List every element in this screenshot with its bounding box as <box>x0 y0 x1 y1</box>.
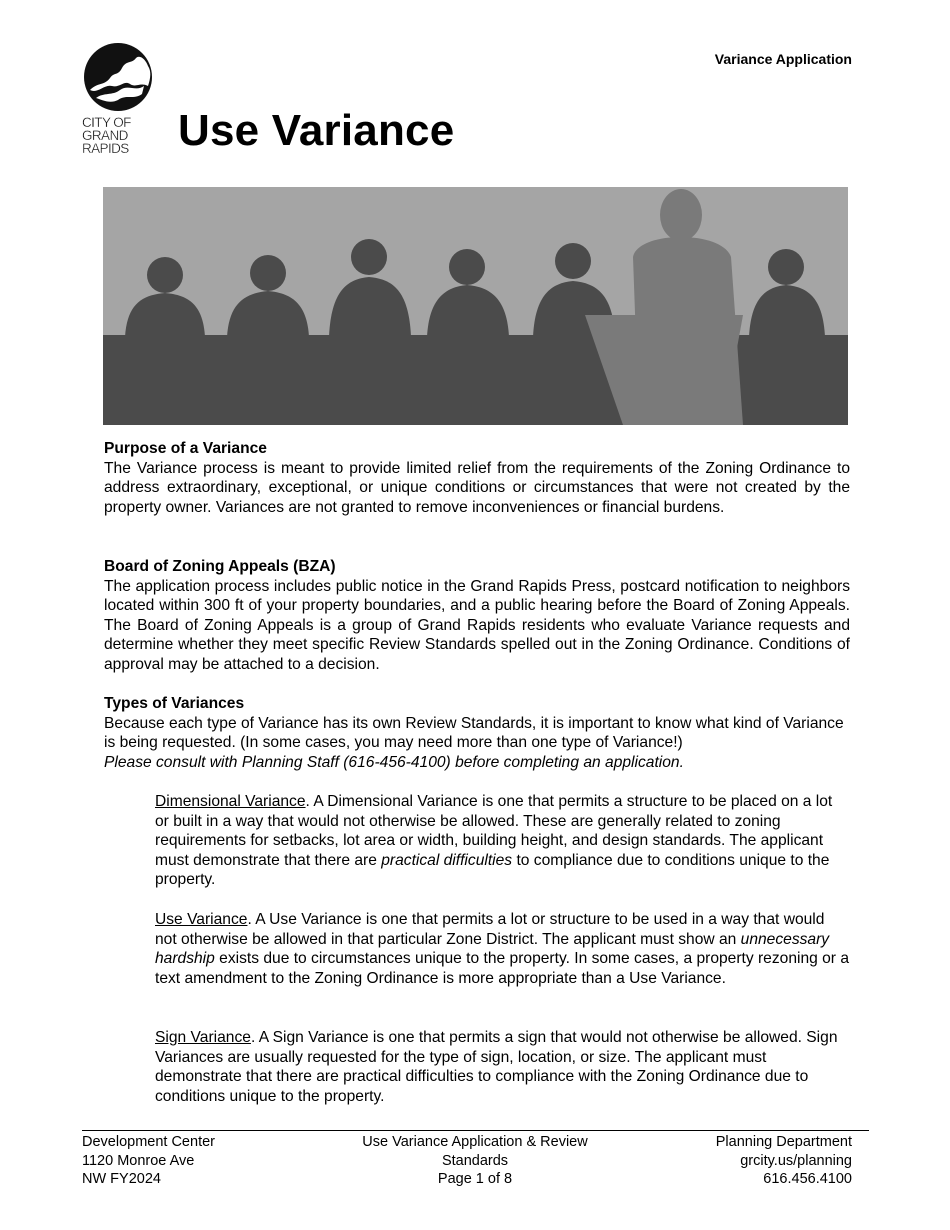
bza-heading: Board of Zoning Appeals (BZA) <box>104 558 336 575</box>
types-note <box>104 753 850 773</box>
bza-body: The application process includes public notice in the Grand Rapids Press, postcard notification to neighbors located within 300 ft of your property boundaries, and a public hearing before the Board of Zoning Appeals. The Board of Zoning Appeals is a group of Grand Rapids residents who evaluate Variance requests and determine whether they meet specific Review Standards spelled out in the Zoning Ordinance. Conditions of approval may be attached to a decision. <box>104 577 850 673</box>
logo-line-3: RAPIDS <box>82 141 129 156</box>
logo-line-1: CITY OF <box>82 115 131 130</box>
dimensional-variance-emphasis: practical difficulties <box>381 851 513 869</box>
dimensional-variance-item <box>155 792 850 890</box>
sign-variance-text-a: . A Sign Variance is one that permits a sign that would not otherwise be allowed. Sign Variances are usually requested for the type of sign, location, or size. The applicant must demonstrate that there are practical difficulties to compliance with the Zoning Ordinance due to conditions unique to the property. <box>155 1029 838 1105</box>
footer-left-line-1: Development Center <box>82 1134 215 1150</box>
footer-doc-info <box>330 1133 620 1189</box>
footer-divider <box>82 1130 869 1131</box>
sign-variance-term: Sign Variance <box>155 1029 251 1046</box>
use-variance-item <box>155 910 850 988</box>
footer-left-line-3: NW FY2024 <box>82 1171 161 1187</box>
types-section <box>104 694 850 772</box>
logo-line-2: GRAND <box>82 128 128 143</box>
footer-contact <box>716 1133 852 1189</box>
footer-address <box>82 1133 215 1189</box>
types-body: Because each type of Variance has its own Review Standards, it is important to know what kind of Variance is being requested. (In some cases, you may need more than one type of Variance!) <box>104 714 844 751</box>
dimensional-variance-text-a: . A Dimensional Variance is one that permits a structure to be placed on a lot or built in a way that would not otherwise be allowed. These are generally related to zoning requirements for setbacks, lot area or width, building height, and design standards. The applicant must demonstrate that there are <box>155 793 833 869</box>
footer-phone: 616.456.4100 <box>763 1171 852 1187</box>
use-variance-text-b: exists due to circumstances unique to the property. In some cases, a property rezoning or a text amendment to the Zoning Ordinance is more appropriate than a Use Variance. <box>155 950 850 987</box>
dimensional-variance-text-b: to compliance due to conditions unique to the property. <box>155 851 830 888</box>
sign-variance-item <box>155 1028 850 1106</box>
use-variance-term: Use Variance <box>155 911 248 928</box>
city-logo-emblem-icon <box>82 42 154 114</box>
use-variance-emphasis: unnecessary hardship <box>155 930 830 967</box>
board-silhouette-banner <box>103 187 848 425</box>
types-note-text: Please consult with Planning Staff (616-456-4100) before completing an application. <box>104 753 684 771</box>
purpose-heading: Purpose of a Variance <box>104 440 267 457</box>
city-logo-wordmark <box>82 116 154 155</box>
purpose-body: The Variance process is meant to provide limited relief from the requirements of the Zoning Ordinance to address extraordinary, exceptional, or unique conditions or circumstances that were not created by the property owner. Variances are not granted to remove inconveniences or financial burdens. <box>104 459 850 516</box>
footer-center-line-1: Use Variance Application & Review <box>362 1134 588 1150</box>
document-type-label: Variance Application <box>714 51 852 67</box>
footer-page-number: Page 1 of 8 <box>437 1171 513 1187</box>
footer-center-line-2: Standards <box>441 1152 509 1169</box>
use-variance-text-a: . A Use Variance is one that permits a lot or structure to be used in a way that would not otherwise be allowed in that particular Zone District. The applicant must show an <box>155 911 825 948</box>
footer-right-line-1: Planning Department <box>715 1134 852 1150</box>
bza-section <box>104 557 850 674</box>
purpose-section <box>104 439 850 517</box>
footer-website: grcity.us/planning <box>740 1152 852 1169</box>
dimensional-variance-term: Dimensional Variance <box>155 793 306 810</box>
footer-left-line-2: 1120 Monroe Ave <box>82 1152 195 1169</box>
page-title: Use Variance <box>178 106 455 155</box>
city-logo <box>82 42 154 158</box>
types-heading: Types of Variances <box>104 695 245 712</box>
